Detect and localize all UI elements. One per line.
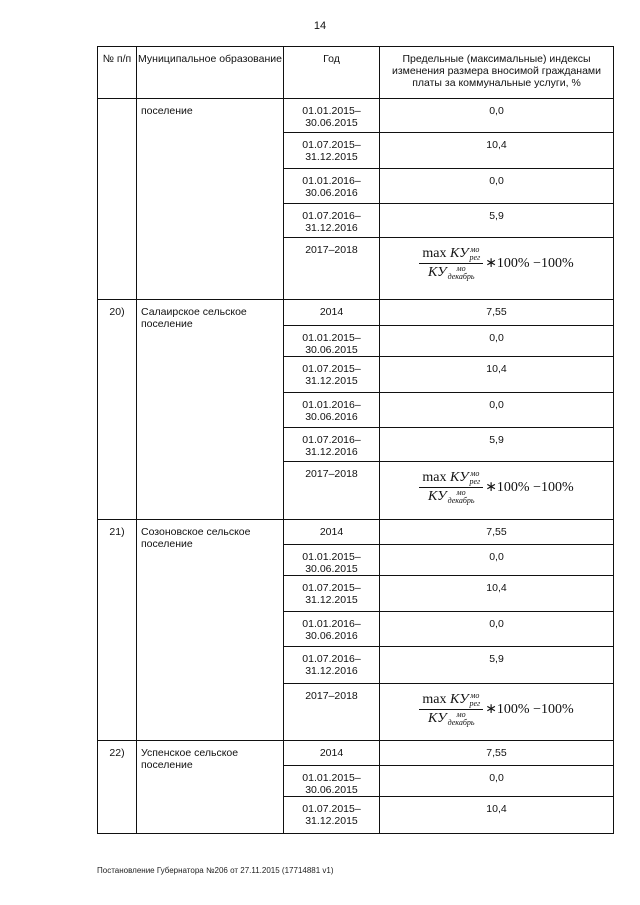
- period-cell: 01.01.2016–30.06.2016: [284, 393, 380, 428]
- index-value-cell: 7,55: [380, 741, 614, 766]
- header-num: № п/п: [98, 47, 137, 99]
- period-cell: 01.07.2015–31.12.2015: [284, 133, 380, 169]
- period-cell: 01.01.2015–30.06.2015: [284, 766, 380, 797]
- period-cell: 01.07.2016–31.12.2016: [284, 647, 380, 684]
- row-number: 22): [98, 741, 137, 834]
- index-value-cell: 0,0: [380, 326, 614, 357]
- table-header-row: [98, 47, 614, 99]
- tariff-index-table: [97, 46, 614, 834]
- period-cell: 2017–2018: [284, 684, 380, 741]
- row-number: 20): [98, 300, 137, 520]
- index-formula: max КУ мо рег КУ мо декабрь ∗100% −100%: [419, 692, 573, 727]
- index-value-cell: 7,55: [380, 300, 614, 326]
- index-value-cell: 10,4: [380, 357, 614, 393]
- index-value-cell: 5,9: [380, 204, 614, 238]
- index-value-cell: 0,0: [380, 393, 614, 428]
- header-municipality: Муниципальное образование: [137, 47, 284, 99]
- period-cell: 2014: [284, 520, 380, 545]
- municipality-name: Успенское сельское поселение: [137, 741, 284, 834]
- index-value-cell: 5,9: [380, 647, 614, 684]
- index-value-cell: 10,4: [380, 133, 614, 169]
- period-cell: 2014: [284, 741, 380, 766]
- table-row: [98, 520, 614, 545]
- table-body: [98, 99, 614, 834]
- index-value-cell: 0,0: [380, 766, 614, 797]
- index-value-cell: 0,0: [380, 545, 614, 576]
- table-row: [98, 741, 614, 766]
- index-formula-cell: [380, 462, 614, 520]
- table-row: [98, 300, 614, 326]
- period-cell: 01.07.2015–31.12.2015: [284, 576, 380, 612]
- row-number: [98, 99, 137, 300]
- table-row: [98, 99, 614, 133]
- period-cell: 01.07.2016–31.12.2016: [284, 428, 380, 462]
- municipality-name: Салаирское сельское поселение: [137, 300, 284, 520]
- period-cell: 01.01.2016–30.06.2016: [284, 612, 380, 647]
- row-number: 21): [98, 520, 137, 741]
- page-number: 14: [313, 20, 327, 32]
- index-formula: max КУ мо рег КУ мо декабрь ∗100% −100%: [419, 246, 573, 281]
- period-cell: 01.07.2016–31.12.2016: [284, 204, 380, 238]
- period-cell: 01.01.2015–30.06.2015: [284, 99, 380, 133]
- index-formula-cell: [380, 238, 614, 300]
- period-cell: 2017–2018: [284, 462, 380, 520]
- municipality-name: Созоновское сельское поселение: [137, 520, 284, 741]
- period-cell: 01.07.2015–31.12.2015: [284, 357, 380, 393]
- index-value-cell: 0,0: [380, 99, 614, 133]
- period-cell: 01.07.2015–31.12.2015: [284, 797, 380, 834]
- index-value-cell: 10,4: [380, 576, 614, 612]
- index-formula-cell: [380, 684, 614, 741]
- index-value-cell: 5,9: [380, 428, 614, 462]
- period-cell: 01.01.2015–30.06.2015: [284, 326, 380, 357]
- index-value-cell: 10,4: [380, 797, 614, 834]
- index-value-cell: 0,0: [380, 612, 614, 647]
- period-cell: 01.01.2016–30.06.2016: [284, 169, 380, 204]
- header-index: Предельные (максимальные) индексы изменения размера вносимой гражданами платы за коммунальные услуги, %: [380, 47, 614, 99]
- period-cell: 2017–2018: [284, 238, 380, 300]
- header-year: Год: [284, 47, 380, 99]
- period-cell: 2014: [284, 300, 380, 326]
- index-value-cell: 7,55: [380, 520, 614, 545]
- period-cell: 01.01.2015–30.06.2015: [284, 545, 380, 576]
- index-value-cell: 0,0: [380, 169, 614, 204]
- index-formula: max КУ мо рег КУ мо декабрь ∗100% −100%: [419, 470, 573, 505]
- document-footer: Постановление Губернатора №206 от 27.11.2015 (17714881 v1): [97, 866, 334, 875]
- municipality-name: поселение: [137, 99, 284, 300]
